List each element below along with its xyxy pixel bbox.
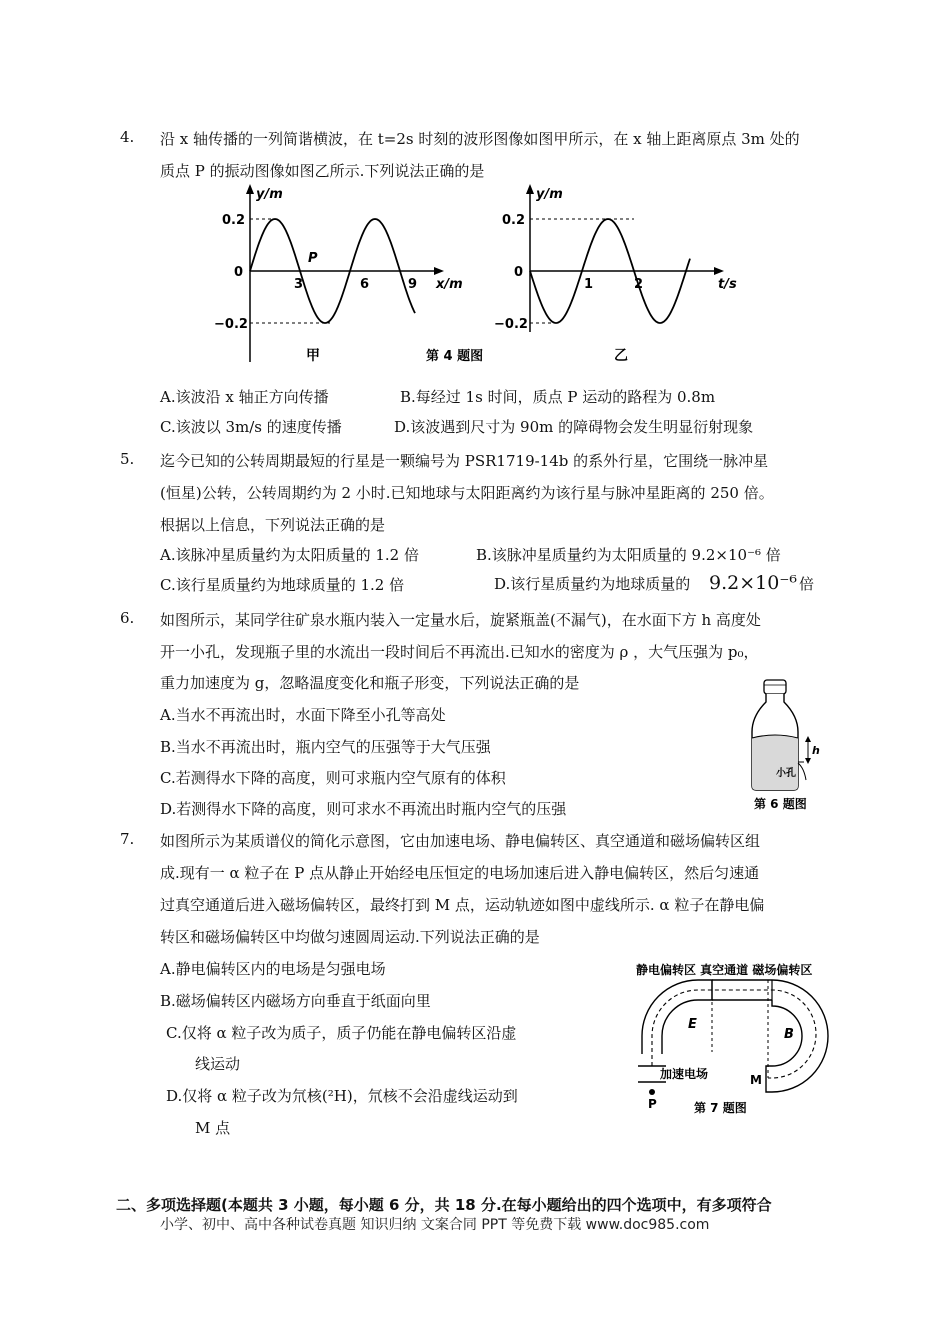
q6-option-a: A.当水不再流出时，水面下降至小孔等高处: [160, 706, 446, 724]
q7-fig-accel: 加速电场: [660, 1067, 709, 1081]
q5-option-b: B.该脉冲星质量约为太阳质量的 9.2×10⁻⁶ 倍: [476, 546, 781, 564]
q4-stem-line1: 沿 x 轴传播的一列简谐横波，在 t=2s 时刻的波形图像如图甲所示，在 x 轴上距离原点 3m 处的: [160, 130, 800, 148]
q6-option-d: D.若测得水下降的高度，则可求水不再流出时瓶内空气的压强: [160, 800, 567, 818]
q5-stem-line1: 迄今已知的公转周期最短的行星是一颗编号为 PSR1719-14b 的系外行星，它围绕一脉冲星: [160, 452, 769, 470]
q4-left-yzero: 0: [234, 265, 244, 280]
q4-option-b: B.每经过 1s 时间，质点 P 运动的路程为 0.8m: [400, 388, 716, 406]
q7-fig-m: M: [750, 1073, 762, 1087]
q7-option-d-line2: M 点: [195, 1119, 231, 1137]
q4-stem-line2: 质点 P 的振动图像如图乙所示.下列说法正确的是: [160, 162, 485, 180]
q4-left-ytop: 0.2: [222, 213, 246, 228]
q4-left-caption: 甲: [306, 348, 320, 364]
q5-option-a: A.该脉冲星质量约为太阳质量的 1.2 倍: [160, 546, 419, 564]
q7-fig-title: 第 7 题图: [694, 1101, 747, 1115]
q7-option-b: B.磁场偏转区内磁场方向垂直于纸面向里: [160, 992, 431, 1010]
q4-right-tick-1: 1: [584, 277, 594, 292]
q4-left-tick-9: 9: [408, 277, 418, 292]
q7-number: 7.: [120, 830, 135, 848]
q4-figure: [210, 182, 770, 372]
q5-stem-line2: (恒星)公转，公转周期约为 2 小时.已知地球与太阳距离约为该行星与脉冲星距离的 250 倍。: [160, 484, 774, 502]
q7-option-c-line2: 线运动: [195, 1055, 241, 1073]
q4-left-point-p: P: [308, 251, 318, 266]
q4-right-ybottom: −0.2: [494, 317, 528, 332]
q6-bottle-figure: [742, 676, 832, 816]
q4-left-xaxis-label: x/m: [436, 277, 463, 292]
q7-option-c-line1: C.仅将 α 粒子改为质子，质子仍能在静电偏转区沿虚: [166, 1024, 517, 1042]
q7-spectrometer-figure: [632, 958, 842, 1118]
q4-right-tick-2: 2: [634, 277, 644, 292]
q4-right-yaxis-label: y/m: [536, 187, 563, 202]
q5-option-d-suffix: 倍: [799, 575, 815, 593]
q6-stem-line3: 重力加速度为 g，忽略温度变化和瓶子形变，下列说法正确的是: [160, 674, 580, 692]
q6-fig-h: h: [812, 744, 820, 757]
q6-option-b: B.当水不再流出时，瓶内空气的压强等于大气压强: [160, 738, 491, 756]
q5-stem-line3: 根据以上信息，下列说法正确的是: [160, 516, 386, 534]
q6-fig-hole: 小孔: [776, 768, 796, 779]
q4-option-d: D.该波遇到尺寸为 90m 的障碍物会发生明显衍射现象: [394, 418, 754, 436]
q5-option-d: [494, 572, 814, 594]
q7-fig-p: P: [648, 1097, 657, 1111]
q4-figure-title: 第 4 题图: [426, 349, 484, 364]
q7-stem-line3: 过真空通道后进入磁场偏转区，最终打到 M 点，运动轨迹如图中虚线所示. α 粒子在静电偏: [160, 896, 765, 914]
q6-fig-title: 第 6 题图: [754, 797, 807, 811]
q4-left-ybottom: −0.2: [214, 317, 248, 332]
q6-option-c: C.若测得水下降的高度，则可求瓶内空气原有的体积: [160, 769, 506, 787]
q7-fig-e: E: [688, 1017, 697, 1032]
q4-right-yzero: 0: [514, 265, 524, 280]
q4-option-a: A.该波沿 x 轴正方向传播: [160, 388, 329, 406]
q5-number: 5.: [120, 450, 135, 468]
q7-fig-header: 静电偏转区 真空通道 磁场偏转区: [636, 963, 813, 977]
q4-number: 4.: [120, 128, 135, 146]
q4-left-yaxis-label: y/m: [256, 187, 283, 202]
q4-right-xaxis-label: t/s: [718, 277, 737, 292]
q6-stem-line2: 开一小孔，发现瓶子里的水流出一段时间后不再流出.已知水的密度为 ρ ，大气压强为 p₀，: [160, 643, 759, 661]
q5-option-c: C.该行星质量约为地球质量的 1.2 倍: [160, 576, 405, 594]
q6-stem-line1: 如图所示，某同学往矿泉水瓶内装入一定量水后，旋紧瓶盖(不漏气)，在水面下方 h 高度处: [160, 611, 761, 629]
q7-stem-line4: 转区和磁场偏转区中均做匀速圆周运动.下列说法正确的是: [160, 928, 540, 946]
q7-option-d-line1: D.仅将 α 粒子改为氘核(²H)，氘核不会沿虚线运动到: [166, 1087, 518, 1105]
q5-option-d-math: 9.2×10⁻⁶: [709, 572, 798, 594]
q4-wave-graph: [214, 184, 463, 364]
section-2-header: 二、多项选择题(本题共 3 小题，每小题 6 分，共 18 分.在每小题给出的四个选项中，有多项符合: [116, 1196, 772, 1214]
q7-fig-b: B: [784, 1027, 794, 1042]
q7-option-a: A.静电偏转区内的电场是匀强电场: [160, 960, 386, 978]
q7-stem-line2: 成.现有一 α 粒子在 P 点从静止开始经电压恒定的电场加速后进入静电偏转区，然后匀速通: [160, 864, 760, 882]
q4-right-ytop: 0.2: [502, 213, 526, 228]
q7-stem-line1: 如图所示为某质谱仪的简化示意图，它由加速电场、静电偏转区、真空通道和磁场偏转区组: [160, 832, 761, 850]
q4-right-caption: 乙: [614, 348, 628, 364]
footer-watermark: 小学、初中、高中各种试卷真题 知识归纳 文案合同 PPT 等免费下载 www.doc985.com: [160, 1217, 710, 1233]
q4-left-tick-6: 6: [360, 277, 370, 292]
q5-option-d-text: D.该行星质量约为地球质量的: [494, 575, 691, 593]
q4-left-tick-3: 3: [294, 277, 304, 292]
q6-number: 6.: [120, 609, 135, 627]
q4-option-c: C.该波以 3m/s 的速度传播: [160, 418, 342, 436]
